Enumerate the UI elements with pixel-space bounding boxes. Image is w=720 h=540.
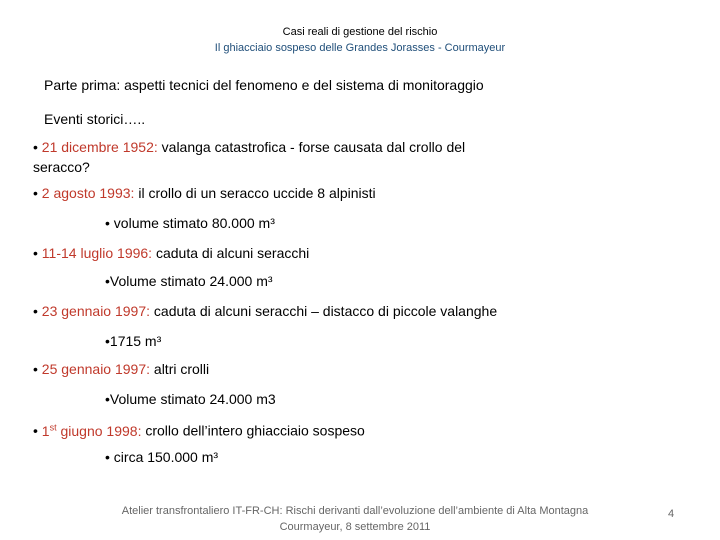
event-text: il crollo di un seracco uccide 8 alpinisti [134, 185, 376, 201]
event-date: 11-14 luglio 1996: [41, 245, 153, 261]
event-date: 21 dicembre 1952: [41, 139, 158, 155]
event-date: 25 gennaio 1997: [41, 361, 151, 377]
event-text: caduta di alcuni seracchi – distacco di piccole valanghe [150, 303, 498, 319]
date-rest: giugno 1998: [56, 422, 142, 439]
bullet: • [33, 245, 38, 261]
bullet: • [33, 185, 38, 201]
bullet: • [33, 303, 38, 319]
event-detail: •1715 m³ [105, 333, 162, 349]
event-text: valanga catastrofica - forse causata dal crollo del [157, 139, 466, 155]
header-subtitle: Il ghiacciaio sospeso delle Grandes Jorasses - Courmayeur [214, 42, 506, 54]
footer [100, 503, 610, 535]
section-subtitle: Eventi storici….. [44, 111, 146, 127]
event-date: 23 gennaio 1997: [41, 303, 151, 319]
event-item [33, 243, 309, 263]
date-day: 1 [41, 422, 50, 439]
date-ordinal: st [49, 422, 57, 432]
event-detail: • volume stimato 80.000 m³ [105, 215, 275, 231]
footer-line1: Atelier transfrontaliero IT-FR-CH: Rischi derivanti dall’evoluzione dell’ambiente di Alta Montagna [121, 505, 589, 517]
event-item [33, 417, 365, 441]
event-date [42, 423, 142, 439]
event-text: altri crolli [150, 361, 210, 377]
page-number: 4 [668, 508, 675, 520]
event-detail: •Volume stimato 24.000 m3 [105, 391, 276, 407]
footer-line2: Courmayeur, 8 settembre 2011 [279, 521, 431, 533]
bullet: • [33, 361, 38, 377]
event-detail: •Volume stimato 24.000 m³ [105, 273, 273, 289]
event-item [33, 359, 209, 379]
event-date: 2 agosto 1993: [41, 185, 135, 201]
event-item [33, 301, 497, 321]
header-title: Casi reali di gestione del rischio [282, 26, 438, 38]
event-text: caduta di alcuni seracchi [152, 245, 310, 261]
event-item [33, 183, 376, 203]
section-title: Parte prima: aspetti tecnici del fenomeno e del sistema di monitoraggio [44, 77, 484, 93]
event-item [33, 137, 465, 177]
bullet: • [33, 139, 38, 155]
event-detail: • circa 150.000 m³ [105, 449, 219, 465]
bullet: • [33, 422, 38, 439]
event-text: crollo dell’intero ghiacciaio sospeso [141, 422, 365, 439]
event-text-continued: seracco? [33, 159, 90, 175]
